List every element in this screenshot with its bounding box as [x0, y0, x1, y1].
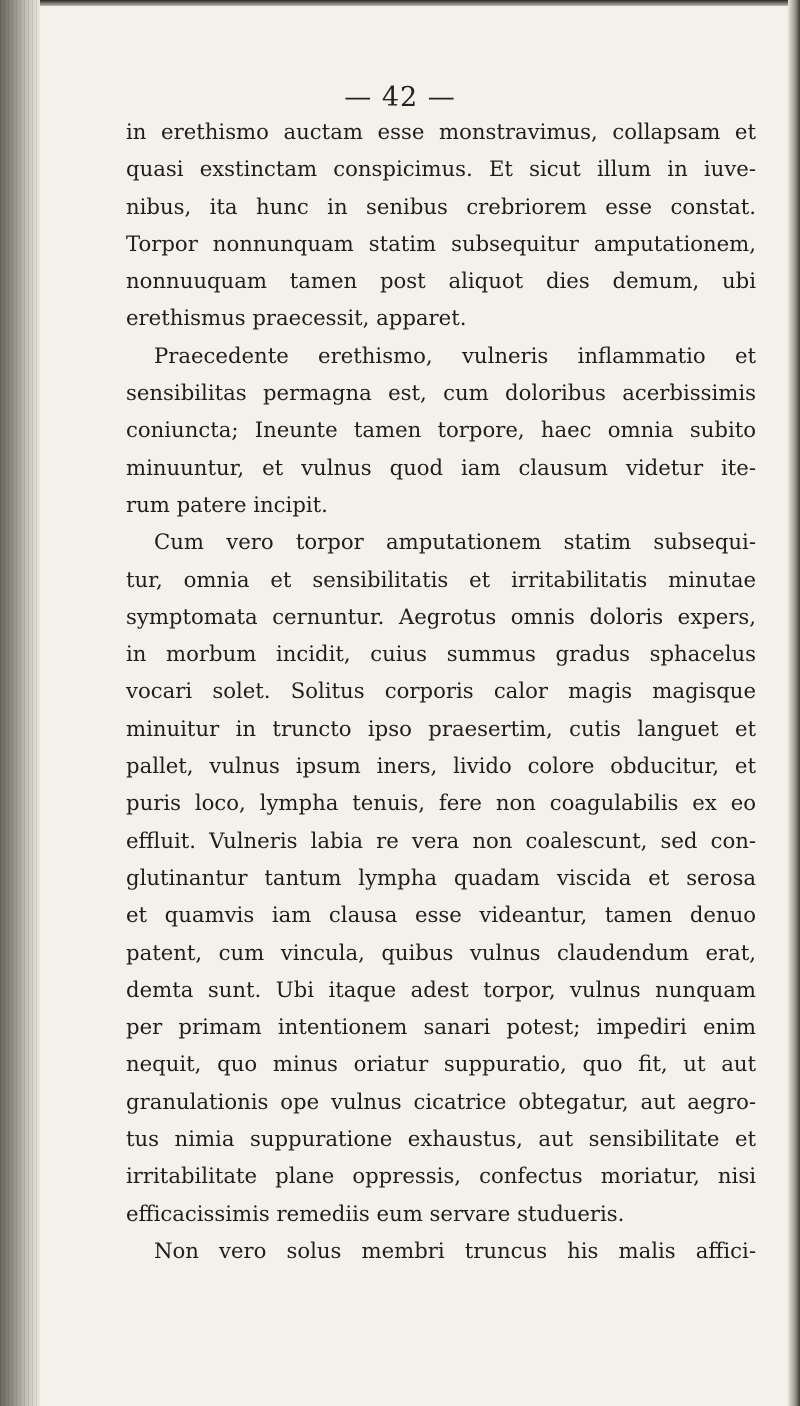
- page-top-edge: [40, 0, 788, 6]
- text-line: granulationis ope vulnus cicatrice obtegatur, aut aegro-: [126, 1088, 756, 1114]
- text-line: erethismus praecessit, apparet.: [126, 305, 467, 331]
- text-line: et quamvis iam clausa esse videantur, tamen denuo: [126, 902, 756, 928]
- text-line: demta sunt. Ubi itaque adest torpor, vulnus nunquam: [126, 976, 756, 1002]
- text-line: in erethismo auctam esse monstravimus, collapsam et: [126, 119, 756, 144]
- text-line: in morbum incidit, cuius summus gradus sphacelus: [126, 641, 756, 667]
- text-line: coniuncta; Ineunte tamen torpore, haec omnia subito: [126, 417, 756, 443]
- book-spine-shadow: [0, 0, 40, 1406]
- text-line: rum patere incipit.: [126, 491, 328, 517]
- text-line: vocari solet. Solitus corporis calor magis magisque: [126, 678, 756, 704]
- text-line: quasi exstinctam conspicimus. Et sicut illum in iuve-: [126, 156, 756, 182]
- text-line: efficacissimis remediis eum servare studueris.: [126, 1200, 625, 1226]
- text-line: tur, omnia et sensibilitatis et irritabilitatis minutae: [126, 566, 756, 592]
- text-line: Torpor nonnunquam statim subsequitur amputationem,: [126, 230, 756, 256]
- text-line: tus nimia suppuratione exhaustus, aut sensibilitate et: [126, 1126, 756, 1152]
- text-line: patent, cum vincula, quibus vulnus claudendum erat,: [126, 939, 756, 965]
- text-line: minuitur in truncto ipso praesertim, cutis languet et: [126, 715, 756, 741]
- page-right-edge: [788, 0, 800, 1406]
- text-line: per primam intentionem sanari potest; impediri enim: [126, 1014, 756, 1040]
- text-line: puris loco, lympha tenuis, fere non coagulabilis ex eo: [126, 790, 756, 816]
- text-line: glutinantur tantum lympha quadam viscida et serosa: [126, 864, 756, 890]
- text-line: sensibilitas permagna est, cum doloribus acerbissimis: [126, 380, 756, 406]
- text-line: pallet, vulnus ipsum iners, livido colore obducitur, et: [126, 753, 756, 779]
- text-line: Non vero solus membri truncus his malis affici-: [154, 1237, 756, 1263]
- text-line: Praecedente erethismo, vulneris inflammatio et: [154, 342, 756, 368]
- text-line: minuuntur, et vulnus quod iam clausum videtur ite-: [126, 454, 756, 480]
- body-text: [126, 113, 756, 1269]
- page-number: — 42 —: [344, 82, 456, 113]
- text-line: nibus, ita hunc in senibus crebriorem esse constat.: [126, 193, 756, 219]
- text-line: nonnuuquam tamen post aliquot dies demum, ubi: [126, 268, 756, 294]
- text-line: Cum vero torpor amputationem statim subsequi-: [154, 529, 756, 555]
- text-line: irritabilitate plane oppressis, confectus moriatur, nisi: [126, 1163, 756, 1189]
- text-line: nequit, quo minus oriatur suppuratio, quo fit, ut aut: [126, 1051, 756, 1077]
- text-line: symptomata cernuntur. Aegrotus omnis doloris expers,: [126, 603, 756, 629]
- text-line: effluit. Vulneris labia re vera non coalescunt, sed con-: [126, 827, 756, 853]
